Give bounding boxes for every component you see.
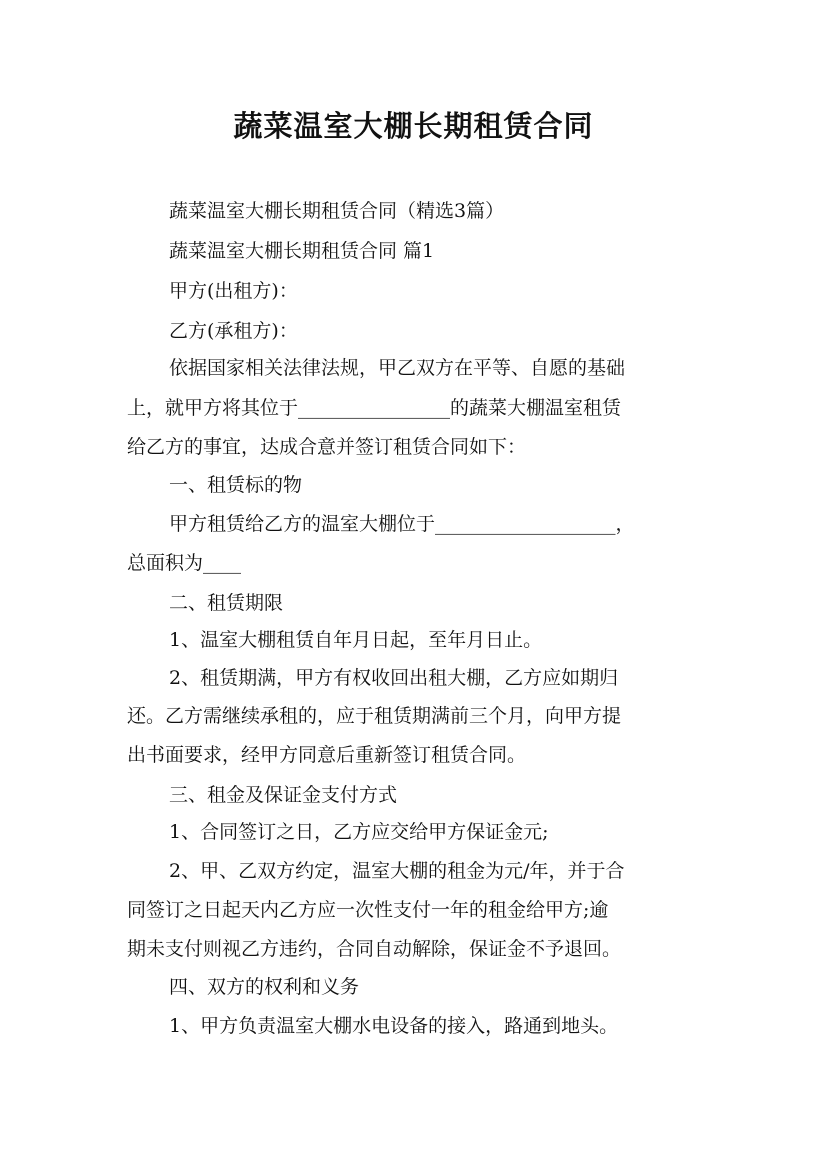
- party-b-line: 乙方(承租方)：: [169, 320, 298, 342]
- section-heading: 蔬菜温室大棚长期租赁合同 篇1: [169, 240, 435, 262]
- paragraph-line: 甲方租赁给乙方的温室大棚位于___________________，: [169, 513, 635, 535]
- paragraph-line: 1、合同签订之日，乙方应交给甲方保证金元;: [169, 821, 549, 843]
- clause-heading: 一、租赁标的物: [169, 474, 303, 496]
- paragraph-line: 上，就甲方将其位于________________的蔬菜大棚温室租赁: [127, 397, 622, 419]
- paragraph-line: 2、甲、乙双方约定，温室大棚的租金为元/年，并于合: [169, 860, 625, 882]
- paragraph-line: 依据国家相关法律法规，甲乙双方在平等、自愿的基础: [169, 357, 626, 379]
- paragraph-line: 期未支付则视乙方违约，合同自动解除，保证金不予退回。: [127, 938, 622, 960]
- paragraph-line: 出书面要求，经甲方同意后重新签订租赁合同。: [127, 744, 527, 766]
- paragraph-line: 1、甲方负责温室大棚水电设备的接入，路通到地头。: [169, 1015, 619, 1037]
- paragraph-line: 同签订之日起天内乙方应一次性支付一年的租金给甲方;逾: [127, 899, 609, 921]
- subtitle-line: 蔬菜温室大棚长期租赁合同（精选3篇）: [169, 200, 505, 222]
- paragraph-line: 给乙方的事宜，达成合意并签订租赁合同如下：: [127, 436, 527, 458]
- paragraph-line: 2、租赁期满，甲方有权收回出租大棚，乙方应如期归: [169, 667, 619, 689]
- clause-heading: 二、租赁期限: [169, 592, 284, 614]
- clause-heading: 四、双方的权利和义务: [169, 976, 360, 998]
- document-title: 蔬菜温室大棚长期租赁合同: [233, 109, 594, 143]
- party-a-line: 甲方(出租方)：: [169, 280, 298, 302]
- paragraph-line: 总面积为____: [127, 552, 242, 574]
- clause-heading: 三、租金及保证金支付方式: [169, 784, 398, 806]
- paragraph-line: 还。乙方需继续承租的，应于租赁期满前三个月，向甲方提: [127, 705, 622, 727]
- paragraph-line: 1、温室大棚租赁自年月日起，至年月日止。: [169, 629, 543, 651]
